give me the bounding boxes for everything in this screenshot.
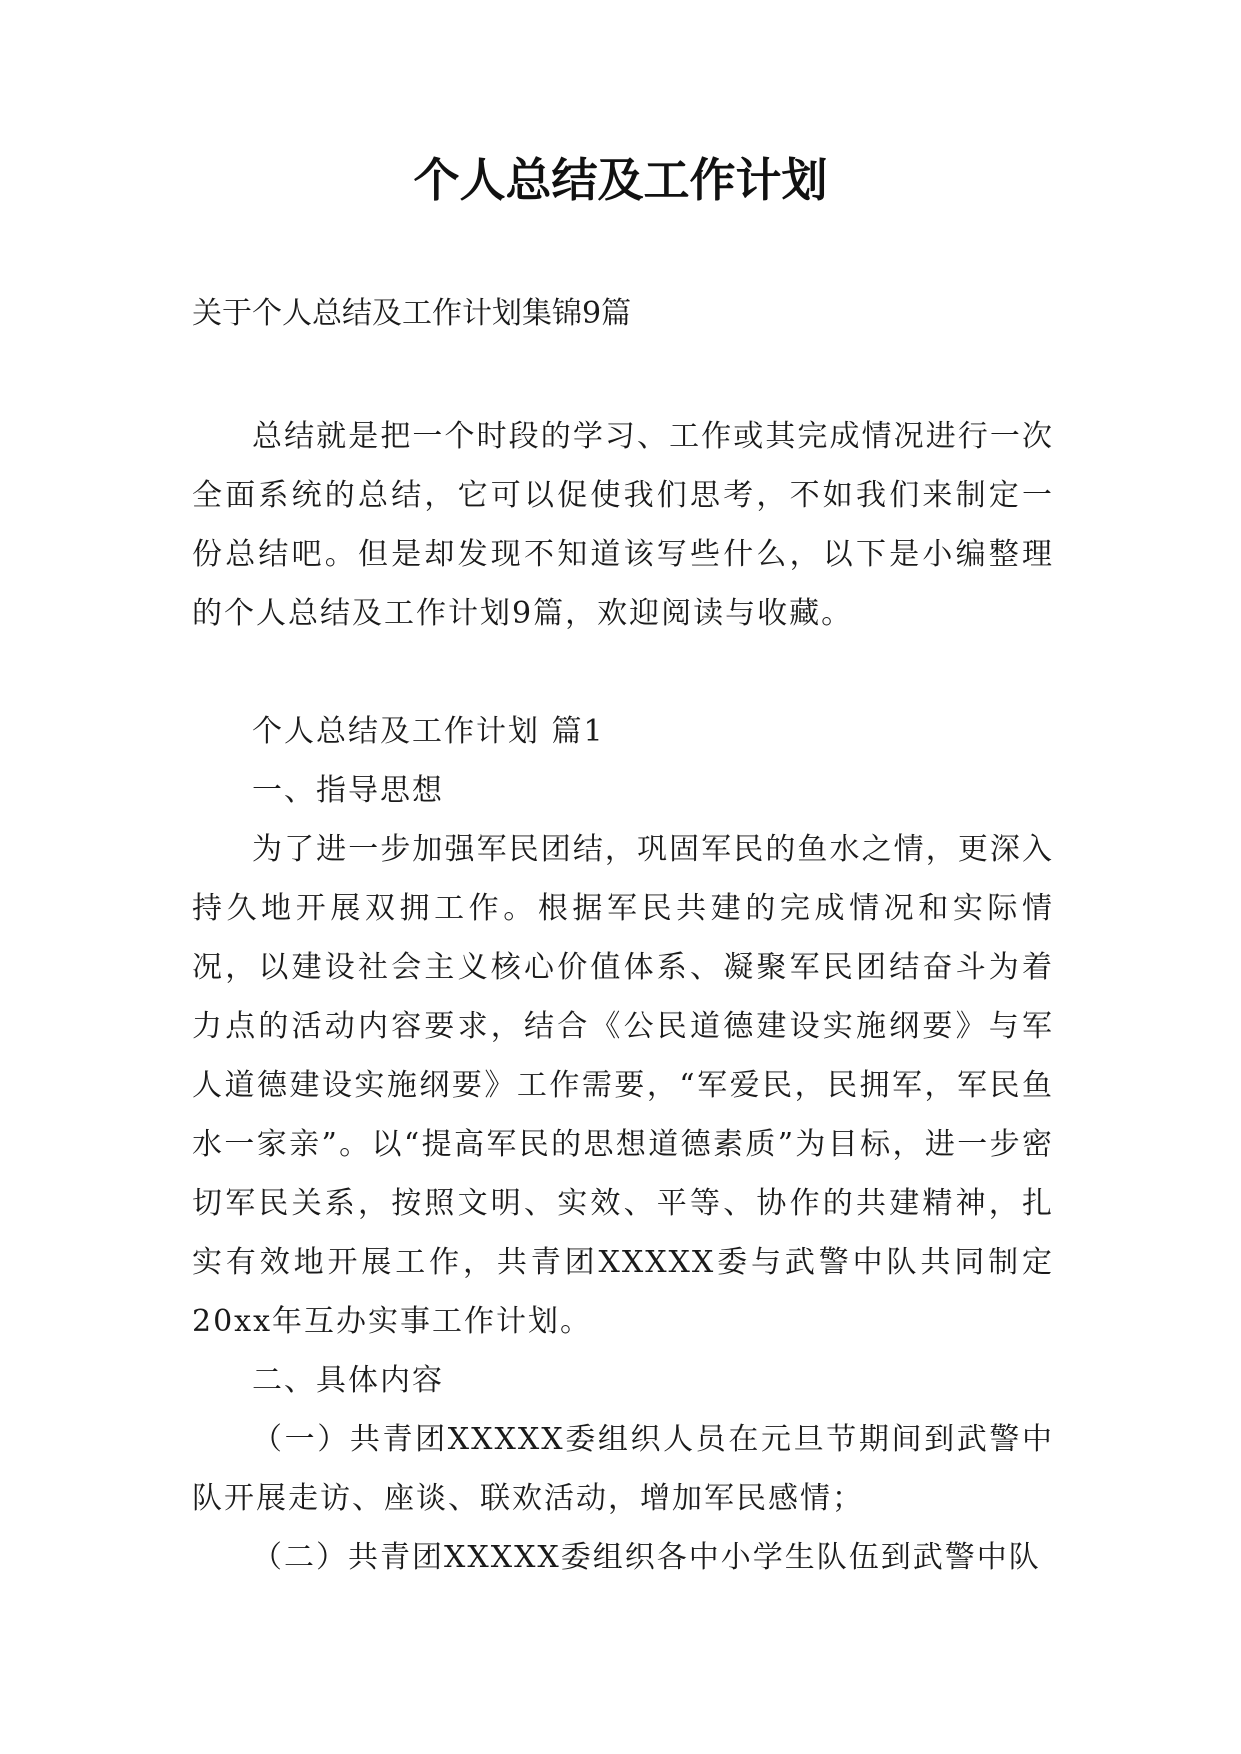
guiding-ideology-paragraph: 为了进一步加强军民团结，巩固军民的鱼水之情，更深入持久地开展双拥工作。根据军民共建的完成情况和实际情况，以建设社会主义核心价值体系、凝聚军民团结奋斗为着力点的活动内容要求，结合《公民道德建设实施纲要》与军人道德建设实施纲要》工作需要，“军爱民，民拥军，军民鱼水一家亲”。以“提高军民的思想道德素质”为目标，进一步密切军民关系，按照文明、实效、平等、协作的共建精神，扎实有效地开展工作，共青团XXXXX委与武警中队共同制定20xx年互办实事工作计划。 bbox=[192, 832, 1054, 1339]
intro-paragraph: 总结就是把一个时段的学习、工作或其完成情况进行一次全面系统的总结，它可以促使我们思考，不如我们来制定一份总结吧。但是却发现不知道该写些什么，以下是小编整理的个人总结及工作计划9篇，欢迎阅读与收藏。 bbox=[192, 419, 1054, 631]
document-subtitle: 关于个人总结及工作计划集锦9篇 bbox=[192, 296, 632, 331]
content-item-1: （一）共青团XXXXX委组织人员在元旦节期间到武警中队开展走访、座谈、联欢活动，增加军民感情； bbox=[192, 1422, 1054, 1516]
heading-specific-content: 二、具体内容 bbox=[252, 1363, 444, 1398]
heading-guiding-ideology: 一、指导思想 bbox=[252, 773, 444, 808]
document-body bbox=[192, 407, 1054, 1587]
content-item-2: （二）共青团XXXXX委组织各中小学生队伍到武警中队 bbox=[252, 1540, 1041, 1575]
section-heading-part-1: 个人总结及工作计划 篇1 bbox=[252, 714, 605, 749]
document-title: 个人总结及工作计划 bbox=[413, 153, 828, 207]
